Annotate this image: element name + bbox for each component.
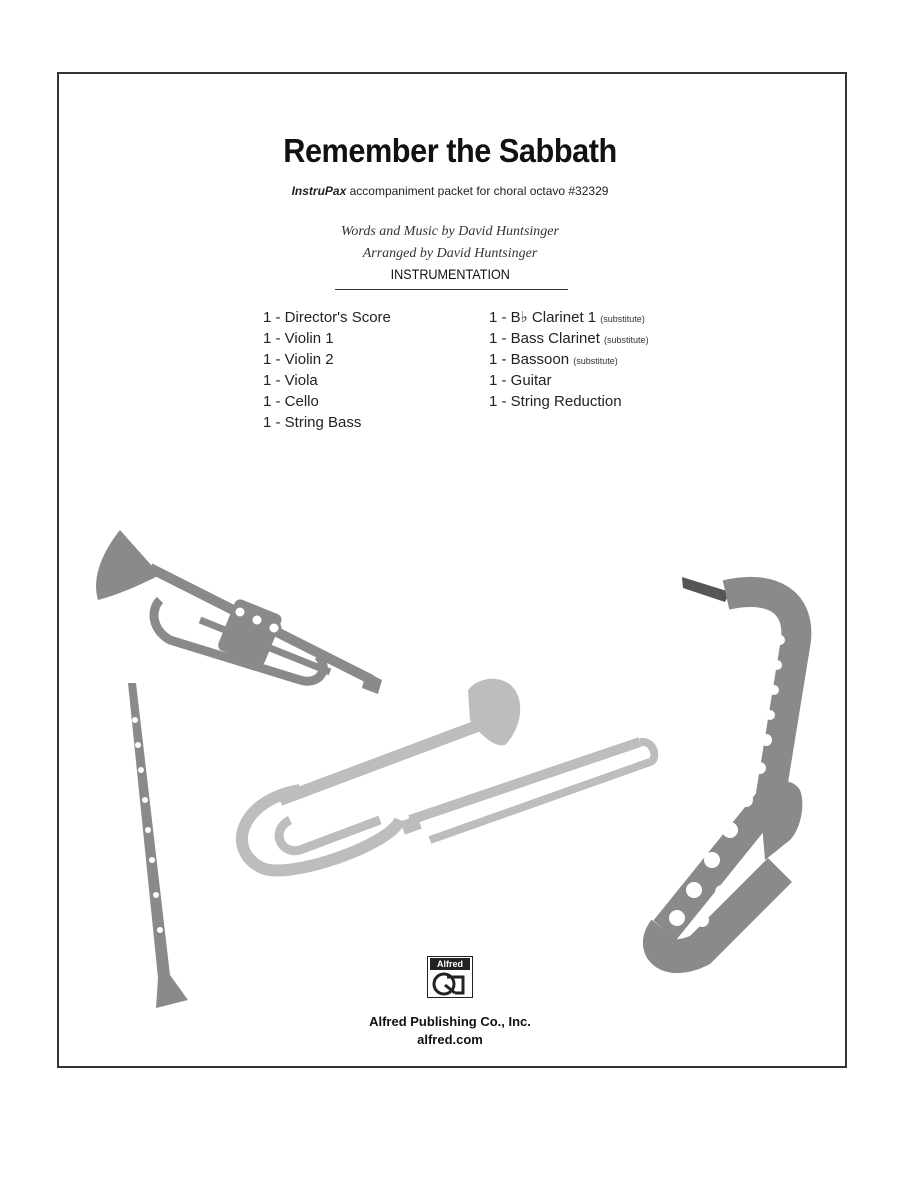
publisher-name: Alfred Publishing Co., Inc. — [369, 1014, 531, 1029]
list-item-label: 1 - Cello — [263, 393, 319, 410]
list-item-note: (substitute) — [600, 314, 645, 324]
list-item-label: 1 - Bass Clarinet — [489, 330, 605, 347]
alfred-logo — [427, 956, 473, 998]
list-item-note: (substitute) — [573, 356, 618, 366]
brand-name: InstruPax — [291, 184, 347, 198]
alfred-logo-word: Alfred — [430, 958, 470, 970]
saxophone-illustration — [660, 577, 802, 956]
list-item-label: 1 - Violin 1 — [263, 330, 334, 347]
list-item-label: 1 - B♭ Clarinet 1 — [489, 309, 601, 326]
trumpet-illustration — [96, 530, 382, 694]
list-item-label: 1 - String Reduction — [489, 393, 622, 410]
list-item-label: 1 - Viola — [263, 372, 318, 389]
subtitle-text: accompaniment packet for choral octavo #32329 — [346, 184, 609, 198]
publisher-website[interactable]: alfred.com — [417, 1032, 483, 1047]
clarinet-illustration — [128, 683, 188, 1008]
page-title: Remember the Sabbath — [283, 132, 617, 169]
arranger-credit: Arranged by David Huntsinger — [362, 246, 538, 261]
list-item-label: 1 - Guitar — [489, 372, 552, 389]
list-item-label: 1 - Violin 2 — [263, 351, 334, 368]
list-item-label: 1 - Director's Score — [263, 309, 391, 326]
list-item-label: 1 - String Bass — [263, 414, 362, 431]
trombone-illustration — [242, 679, 654, 871]
list-item-label: 1 - Bassoon — [489, 351, 574, 368]
list-item-note: (substitute) — [604, 335, 649, 345]
alfred-emblem-icon — [429, 971, 471, 997]
instrumentation-heading-text: INSTRUMENTATION — [390, 266, 510, 282]
words-music-credit: Words and Music by David Huntsinger — [341, 224, 559, 239]
